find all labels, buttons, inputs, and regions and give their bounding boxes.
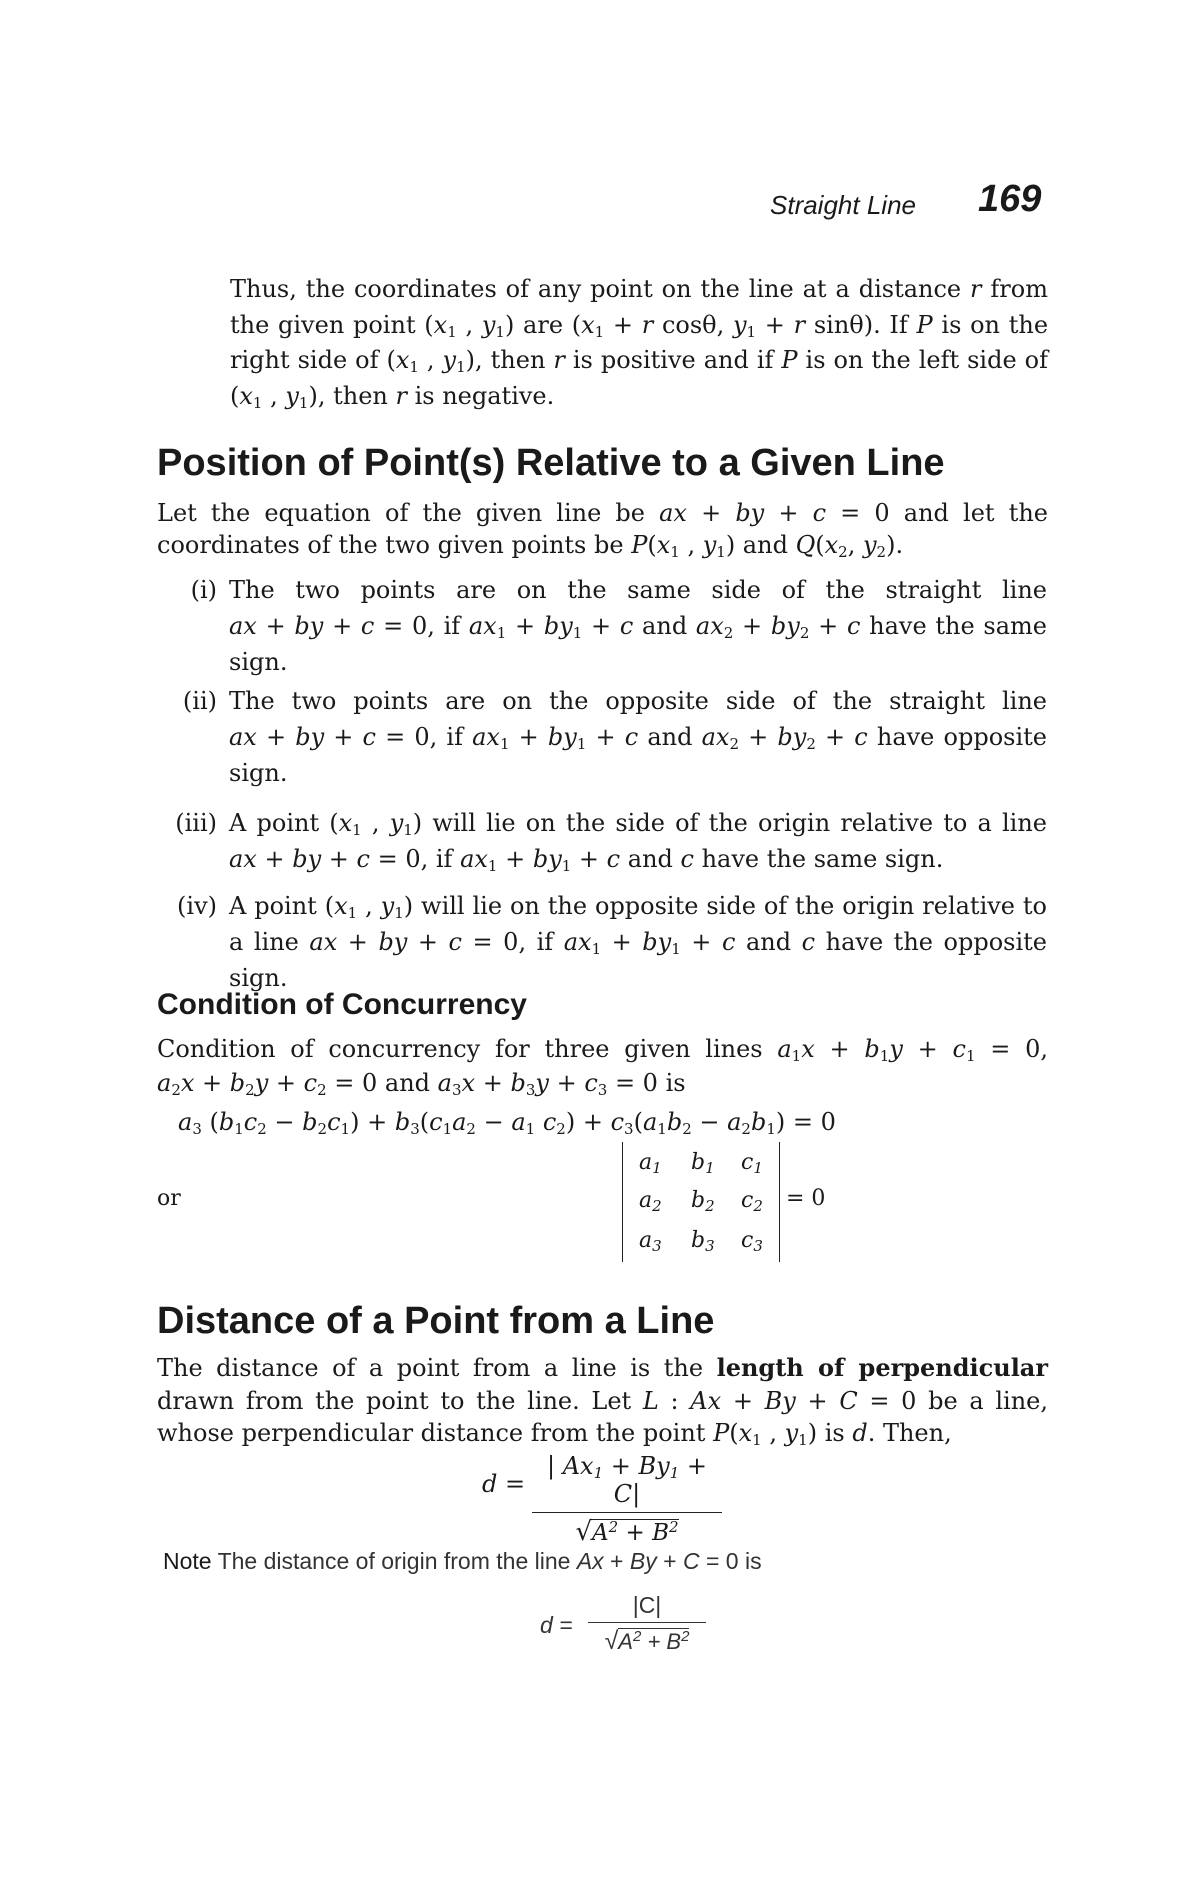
list-item — [157, 805, 1047, 880]
list-item-text: A point ($x_1$ , $y_1$) will lie on the side of the origin relative to a line ax + by + c = 0, if $ax_1 + by_1 + c$ and c have the same sign. — [229, 809, 1047, 875]
concurrency-equation: $a_3$ $(b_1c_2 - b_2c_1) + b_3(c_1a_2 - a_1$ $c_2) + c_3(a_1b_2 - a_2b_1) = 0$ — [178, 1108, 836, 1138]
list-item-number: (ii) — [182, 687, 217, 715]
formula-numerator: | $Ax_1 + By_1 + C|$ — [532, 1452, 722, 1513]
determinant-matrix — [622, 1142, 780, 1262]
det-cell: $a_3$ — [639, 1228, 662, 1255]
list-item-text: A point ($x_1$ , $y_1$) will lie on the opposite side of the origin relative to a line ax + by + c = 0, if $ax_1 + by_1 + c$ and c have the opposite sign. — [229, 892, 1048, 992]
list-item — [157, 888, 1048, 992]
determinant-equals: = 0 — [786, 1186, 826, 1211]
formula-lhs: d = — [482, 1470, 526, 1498]
running-header-title: Straight Line — [770, 190, 916, 220]
section3-lead: The distance of a point from a line is the length of perpendicular drawn from the point to the line. Let L : Ax + By + C = 0 be a line, whose perpendicular distance from the point $P(x_1$ , $y_1$) is d. Then, — [157, 1353, 1049, 1449]
list-item-text: The two points are on the opposite side of the straight line ax + by + c = 0, if $ax_1 + by_1 + c$ and $ax_2 + by_2 + c$ have opposite sign. — [229, 687, 1047, 787]
det-cell: $b_2$ — [691, 1188, 715, 1215]
intro-line: the given point ($x_1$ , $y_1$) are ($x_1 + r$ cosθ, $y_1 + r$ sinθ). If P is on the — [230, 310, 1049, 341]
note-formula-numerator: |C| — [588, 1592, 706, 1623]
det-cell: $c_1$ — [741, 1150, 763, 1177]
list-item — [157, 683, 1047, 793]
note-formula-denominator: $√A^2 + B^2$ — [604, 1627, 690, 1655]
list-item-number: (i) — [190, 576, 217, 604]
intro-line: right side of ($x_1$ , $y_1$), then r is positive and if P is on the left side of — [230, 346, 1048, 376]
note-formula-lhs: d = — [540, 1612, 573, 1638]
list-item-number: (iii) — [175, 809, 217, 837]
intro-paragraph — [230, 272, 1048, 414]
list-item-text: The two points are on the same side of the straight line ax + by + c = 0, if $ax_1 + by_1 + c$ and $ax_2 + by_2 + c$ have the same sign. — [229, 576, 1047, 676]
intro-line: Thus, the coordinates of any point on the line at a distance r from — [230, 275, 1048, 303]
page-number: 169 — [978, 178, 1042, 220]
det-cell: $a_2$ — [639, 1188, 662, 1215]
det-cell: $b_1$ — [691, 1150, 715, 1177]
note-formula — [588, 1592, 706, 1656]
section1-lead: Let the equation of the given line be ax + by + c = 0 and let the coordinates of the two given points be $P(x_1$ , $y_1$) and $Q(x_2$, $y_2$). — [157, 499, 1048, 561]
det-cell: $a_1$ — [639, 1150, 662, 1177]
formula-denominator: $√A^2 + B^2$ — [575, 1517, 679, 1547]
list-item — [157, 572, 1047, 682]
intro-line: ($x_1$ , $y_1$), then r is negative. — [230, 381, 555, 412]
section-heading-concurrency: Condition of Concurrency — [157, 988, 527, 1021]
note-label: Note — [163, 1548, 212, 1574]
section-heading-distance: Distance of a Point from a Line — [157, 1300, 715, 1342]
det-cell: $c_3$ — [741, 1228, 763, 1255]
distance-formula — [532, 1452, 722, 1547]
det-cell: $b_3$ — [691, 1228, 715, 1255]
note-line: Note The distance of origin from the line Ax + By + C = 0 is — [163, 1548, 762, 1574]
section2-lead: Condition of concurrency for three given lines $a_1x + b_1y + c_1 = 0$, $a_2x + b_2y + c_2 = 0$ and $a_3x + b_3y + c_3 = 0$ is — [157, 1035, 1049, 1099]
section-heading-position: Position of Point(s) Relative to a Given Line — [157, 442, 945, 484]
or-label: or — [157, 1186, 181, 1211]
list-item-number: (iv) — [177, 892, 217, 920]
det-cell: $c_2$ — [741, 1188, 763, 1215]
